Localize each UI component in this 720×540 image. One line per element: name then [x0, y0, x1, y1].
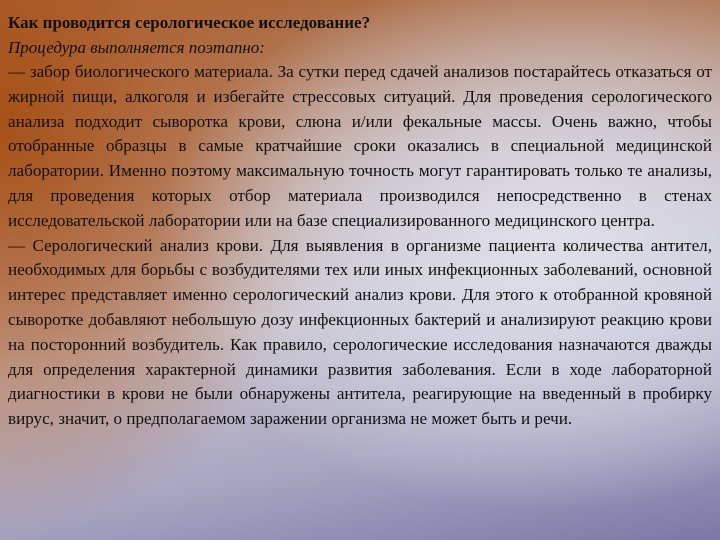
slide-heading: Как проводится серологическое исследование? — [8, 13, 371, 32]
slide-content — [8, 10, 712, 532]
slide-subheading: Процедура выполняется поэтапно: — [8, 38, 265, 57]
paragraph-blood-analysis: — Серологический анализ крови. Для выявления в организме пациента количества антител, необходимых для борьбы с возбудителями тех или иных инфекционных заболеваний, основной интерес представляет именно серологический анализ крови. Для этого к отобранной кровяной сыворотке добавляют небольшую дозу инфекционных бактерий и анализируют реакцию крови на посторонний возбудитель. Как правило, серологические исследования назначаются дважды для определения характерной динамики развития заболевания. Если в ходе лабораторной диагностики в крови не были обнаружены антитела, реагирующие на введенный в пробирку вирус, значит, о предполагаемом заражении организма не может быть и речи. — [8, 235, 712, 429]
paragraph-sample-collection: — забор биологического материала. За сутки перед сдачей анализов постарайтесь отказаться от жирной пищи, алкоголя и избегайте стрессовых ситуаций. Для проведения серологического анализа подходит сыворотка крови, слюна и/или фекальные массы. Очень важно, чтобы отобранные образцы в самые кратчайшие сроки оказались в специальной медицинской лаборатории. Именно поэтому максимальную точность могут гарантировать только те анализы, для проведения которых отбор материала производился непосредственно в стенах исследовательской лаборатории или на базе специализированного медицинского центра. — [8, 62, 712, 230]
